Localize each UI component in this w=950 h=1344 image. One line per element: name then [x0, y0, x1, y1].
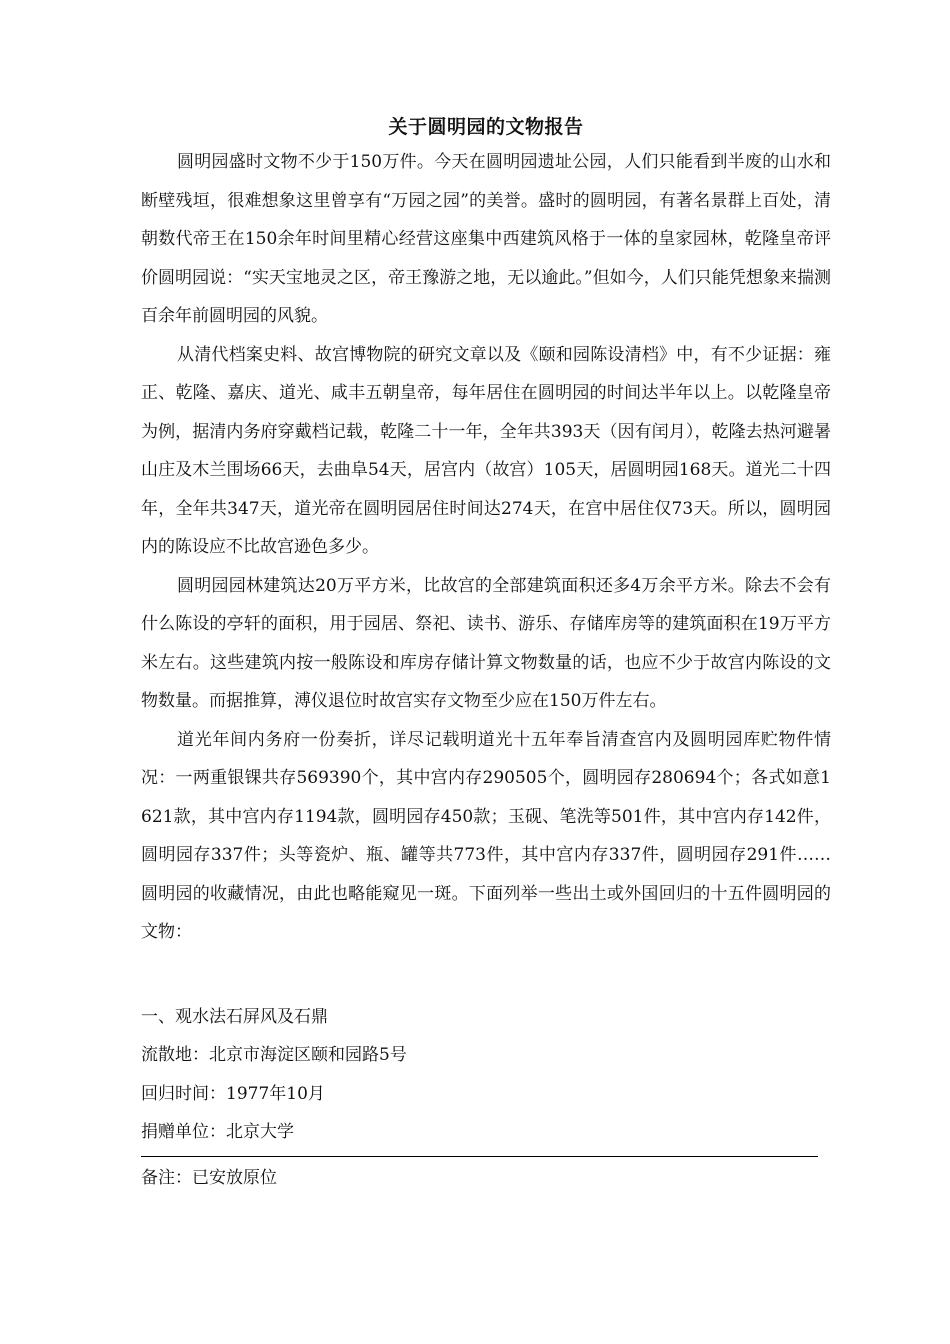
paragraph-building-area: 圆明园园林建筑达20万平方米，比故宫的全部建筑面积还多4万余平方米。除去不会有什么陈设的亭轩的面积，用于园居、祭祀、读书、游乐、存储库房等的建筑面积在19万平方米左右。这些建筑内按一般陈设和库房存储计算文物数量的话，也应不少于故宫内陈设的文物数量。而据推算，溥仪退位时故宫实存文物至少应在150万件左右。	[141, 575, 831, 711]
document-title: 关于圆明园的文物报告	[388, 116, 584, 138]
relic-item-donor: 捐赠单位：北京大学	[141, 1122, 294, 1142]
relic-item-return-time: 回归时间：1977年10月	[141, 1083, 325, 1104]
paragraph-intro: 圆明园盛时文物不少于150万件。今天在圆明园遗址公园，人们只能看到半废的山水和断壁残垣，很难想象这里曾享有“万园之园”的美誉。盛时的圆明园，有著名景群上百处，清朝数代帝王在150余年时间里精心经营这座集中西建筑风格于一体的皇家园林，乾隆皇帝评价圆明园说：“实天宝地灵之区，帝王豫游之地，无以逾此。”但如今，人们只能凭想象来揣测百余年前圆明园的风貌。	[141, 152, 831, 326]
relic-item	[141, 998, 831, 1198]
section-gap	[141, 952, 831, 998]
relic-item-location: 流散地：北京市海淀区颐和园路5号	[141, 1045, 407, 1065]
divider-line	[141, 1156, 818, 1157]
paragraph-archives: 从清代档案史料、故宫博物院的研究文章以及《颐和园陈设清档》中，有不少证据：雍正、乾隆、嘉庆、道光、咸丰五朝皇帝，每年居住在圆明园的时间达半年以上。以乾隆皇帝为例，据清内务府穿戴档记载，乾隆二十一年，全年共393天（因有闰月），乾隆去热河避暑山庄及木兰围场66天，去曲阜54天，居宫内（故宫）105天，居圆明园168天。道光二十四年，全年共347天，道光帝在圆明园居住时间达274天，在宫中居住仅73天。所以，圆明园内的陈设应不比故宫逊色多少。	[141, 344, 831, 557]
relic-item-note: 备注：已安放原位	[141, 1167, 277, 1188]
relic-item-heading: 一、观水法石屏风及石鼎	[141, 1006, 328, 1027]
paragraph-inventory: 道光年间内务府一份奏折，详尽记载明道光十五年奉旨清查宫内及圆明园库贮物件情况：一两重银锞共存569390个，其中宫内存290505个，圆明园存280694个；各式如意1621款，其中宫内存1194款，圆明园存450款；玉砚、笔洗等501件，其中宫内存142件，圆明园存337件；头等瓷炉、瓶、罐等共773件，其中宫内存337件，圆明园存291件……圆明园的收藏情况，由此也略能窥见一斑。下面列举一些出土或外国回归的十五件圆明园的文物：	[141, 729, 831, 942]
document-page	[141, 112, 831, 1197]
